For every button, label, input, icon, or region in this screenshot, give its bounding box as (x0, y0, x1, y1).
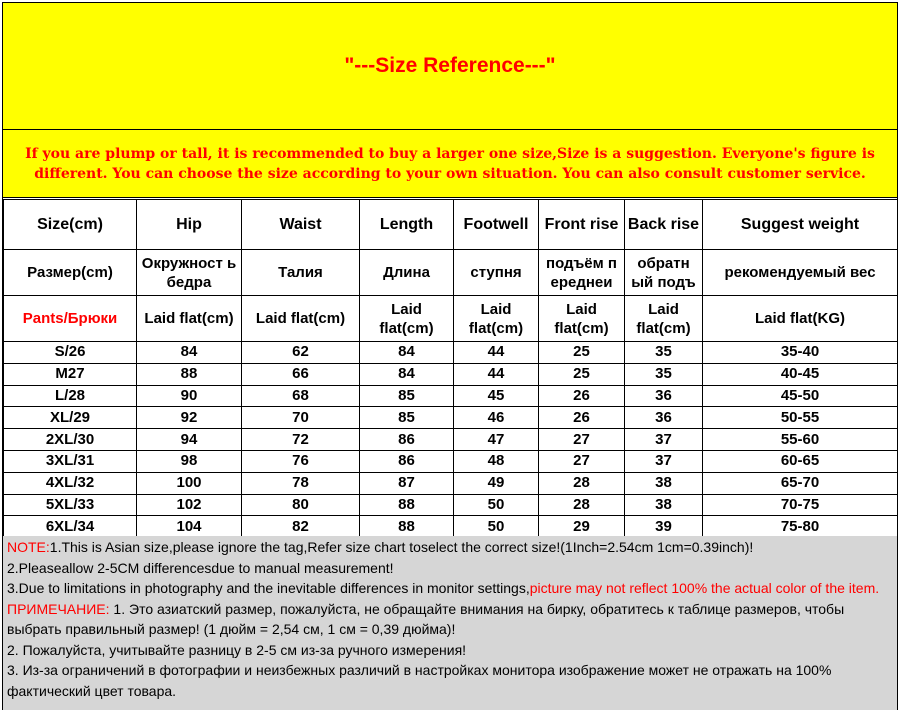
table-cell: Footwell (454, 200, 539, 250)
table-cell: L/28 (4, 385, 137, 407)
table-cell: 39 (625, 516, 703, 538)
table-cell: 45-50 (703, 385, 898, 407)
table-cell: 88 (360, 516, 454, 538)
table-cell: Длина (360, 250, 454, 296)
table-row (4, 516, 898, 538)
table-cell: 65-70 (703, 472, 898, 494)
table-cell: 104 (137, 516, 242, 538)
table-cell: 66 (242, 363, 360, 385)
note-ru-2: 2. Пожалуйста, учитывайте разницу в 2-5 см из-за ручного измерения! (7, 641, 467, 658)
table-cell: Length (360, 200, 454, 250)
table-cell: 82 (242, 516, 360, 538)
table-cell: 2XL/30 (4, 429, 137, 451)
header-row-english (4, 200, 898, 250)
table-cell: Waist (242, 200, 360, 250)
table-cell: Размер(cm) (4, 250, 137, 296)
table-cell: 5XL/33 (4, 494, 137, 516)
table-cell: 4XL/32 (4, 472, 137, 494)
table-cell: 88 (137, 363, 242, 385)
table-cell: 102 (137, 494, 242, 516)
table-cell: 28 (539, 472, 625, 494)
table-cell: Suggest weight (703, 200, 898, 250)
table-cell: Laid flat(KG) (703, 296, 898, 342)
chart-title: "---Size Reference---" (3, 3, 897, 130)
table-cell: рекомендуемый вес (703, 250, 898, 296)
table-cell: Size(cm) (4, 200, 137, 250)
note-ru-label: ПРИМЕЧАНИЕ: (7, 600, 110, 617)
table-row (4, 407, 898, 429)
table-cell: 25 (539, 363, 625, 385)
table-cell: 27 (539, 450, 625, 472)
table-cell: 80 (242, 494, 360, 516)
header-row-russian (4, 250, 898, 296)
size-advice-notice: If you are plump or tall, it is recommended to buy a larger one size,Size is a suggestion. Everyone's figure is different. You can choose the size according to your own situation. You can also consult customer service. (3, 130, 897, 198)
table-cell: 55-60 (703, 429, 898, 451)
note-ru-3: 3. Из-за ограничений в фотографии и неизбежных различий в настройках монитора изображение может не отражать на 100% фактический цвет товара. (7, 662, 832, 699)
table-cell: подъём п ереднеи (539, 250, 625, 296)
table-cell: 85 (360, 407, 454, 429)
table-cell: 48 (454, 450, 539, 472)
table-cell: Laid flat(cm) (625, 296, 703, 342)
table-cell: 84 (360, 342, 454, 364)
table-cell: 88 (360, 494, 454, 516)
table-cell: 27 (539, 429, 625, 451)
table-cell: 26 (539, 407, 625, 429)
table-cell: 94 (137, 429, 242, 451)
header-row-units (4, 296, 898, 342)
table-cell: 50 (454, 516, 539, 538)
table-cell: 44 (454, 363, 539, 385)
table-cell: 35-40 (703, 342, 898, 364)
table-cell: 26 (539, 385, 625, 407)
table-cell: 38 (625, 472, 703, 494)
table-row (4, 472, 898, 494)
size-chart (2, 2, 898, 710)
table-row (4, 494, 898, 516)
table-cell: Laid flat(cm) (454, 296, 539, 342)
table-cell: 25 (539, 342, 625, 364)
table-cell: 38 (625, 494, 703, 516)
table-cell: 36 (625, 407, 703, 429)
table-cell: Окружност ь бедра (137, 250, 242, 296)
table-row (4, 342, 898, 364)
table-cell: Hip (137, 200, 242, 250)
table-cell: XL/29 (4, 407, 137, 429)
table-cell: Laid flat(cm) (242, 296, 360, 342)
table-cell: 84 (360, 363, 454, 385)
notes-section (3, 536, 897, 710)
table-cell: 37 (625, 429, 703, 451)
table-cell: 72 (242, 429, 360, 451)
table-cell: 47 (454, 429, 539, 451)
table-cell: 29 (539, 516, 625, 538)
table-cell: 37 (625, 450, 703, 472)
table-row (4, 450, 898, 472)
table-cell: 45 (454, 385, 539, 407)
table-cell: 70-75 (703, 494, 898, 516)
table-cell: 90 (137, 385, 242, 407)
table-cell: Laid flat(cm) (360, 296, 454, 342)
table-cell: Back rise (625, 200, 703, 250)
table-cell: 86 (360, 450, 454, 472)
table-cell: 76 (242, 450, 360, 472)
size-table (3, 199, 898, 538)
table-cell: Талия (242, 250, 360, 296)
table-cell: 85 (360, 385, 454, 407)
table-cell: 84 (137, 342, 242, 364)
table-cell: 49 (454, 472, 539, 494)
table-row (4, 385, 898, 407)
table-cell: 100 (137, 472, 242, 494)
table-row (4, 363, 898, 385)
table-cell: 60-65 (703, 450, 898, 472)
note-1: NOTE:1.This is Asian size,please ignore the tag,Refer size chart toselect the correct size!(1Inch=2.54cm 1cm=0.39inch)! (7, 539, 754, 555)
table-cell: 44 (454, 342, 539, 364)
table-cell: 35 (625, 342, 703, 364)
note-ru-1: ПРИМЕЧАНИЕ: 1. Это азиатский размер, пожалуйста, не обращайте внимания на бирку, обратитесь к таблице размеров, чтобы выбрать правильный размер! (1 дюйм = 2,54 см, 1 см = 0,39 дюйма)! (7, 600, 845, 637)
table-cell: 98 (137, 450, 242, 472)
note-label: NOTE: (7, 539, 50, 555)
table-cell: 62 (242, 342, 360, 364)
note-3: 3.Due to limitations in photography and the inevitable differences in monitor settings,picture may not reflect 100% the actual color of the item. (7, 580, 880, 596)
note-2: 2.Pleaseallow 2-5CM differencesdue to manual measurement! (7, 559, 394, 576)
table-cell: 50 (454, 494, 539, 516)
table-cell: 36 (625, 385, 703, 407)
table-cell: Laid flat(cm) (137, 296, 242, 342)
table-cell: 35 (625, 363, 703, 385)
table-cell: 92 (137, 407, 242, 429)
table-cell: обратн ый подъ (625, 250, 703, 296)
table-cell: 46 (454, 407, 539, 429)
table-cell: 68 (242, 385, 360, 407)
table-cell: 87 (360, 472, 454, 494)
table-cell: 3XL/31 (4, 450, 137, 472)
table-cell: ступня (454, 250, 539, 296)
table-cell: Pants/Брюки (4, 296, 137, 342)
table-cell: 50-55 (703, 407, 898, 429)
table-cell: 40-45 (703, 363, 898, 385)
table-cell: 86 (360, 429, 454, 451)
table-cell: M27 (4, 363, 137, 385)
table-row (4, 429, 898, 451)
table-cell: Laid flat(cm) (539, 296, 625, 342)
table-cell: 78 (242, 472, 360, 494)
table-cell: 70 (242, 407, 360, 429)
table-cell: 28 (539, 494, 625, 516)
table-cell: S/26 (4, 342, 137, 364)
table-cell: Front rise (539, 200, 625, 250)
table-cell: 6XL/34 (4, 516, 137, 538)
table-cell: 75-80 (703, 516, 898, 538)
